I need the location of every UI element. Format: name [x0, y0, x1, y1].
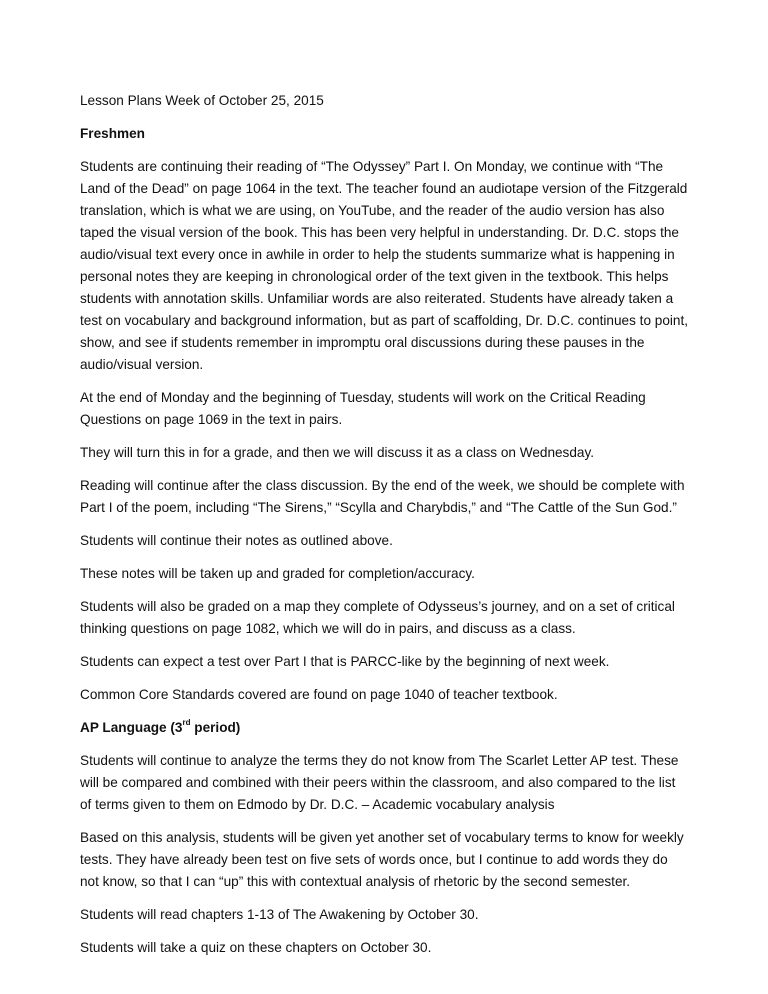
paragraph: Students will continue their notes as outlined above.	[80, 533, 393, 548]
paragraph: Students will also be graded on a map they complete of Odysseus’s journey, and on a set of critical thinking questions on page 1082, which we will do in pairs, and discuss as a class.	[80, 599, 675, 636]
paragraph: Students will take a quiz on these chapters on October 30.	[80, 940, 432, 955]
paragraph: These notes will be taken up and graded for completion/accuracy.	[80, 566, 475, 581]
paragraph: Students are continuing their reading of “The Odyssey” Part I. On Monday, we continue with “The Land of the Dead” on page 1064 in the text. The teacher found an audiotape version of the Fitzgerald translation, which is what we are using, on YouTube, and the reader of the audio version has also taped the visual version of the book. This has been very helpful in understanding. Dr. D.C. stops the audio/visual text every once in awhile in order to help the students summarize what is happening in personal notes they are keeping in chronological order of the text given in the textbook. This helps students with annotation skills. Unfamiliar words are also reiterated. Students have already taken a test on vocabulary and background information, but as part of scaffolding, Dr. D.C. continues to point, show, and see if students remember in impromptu oral discussions during these pauses in the audio/visual version.	[80, 159, 689, 372]
section-heading-ap-language	[80, 717, 690, 739]
heading-text: period)	[190, 720, 241, 735]
paragraph: Common Core Standards covered are found on page 1040 of teacher textbook.	[80, 687, 558, 702]
heading-superscript: rd	[182, 718, 191, 728]
paragraph: Students can expect a test over Part I that is PARCC-like by the beginning of next week.	[80, 654, 610, 669]
paragraph: Students will continue to analyze the terms they do not know from The Scarlet Letter AP test. These will be compared and combined with their peers within the classroom, and also compared to the list of terms given to them on Edmodo by Dr. D.C. – Academic vocabulary analysis	[80, 753, 679, 812]
paragraph: At the end of Monday and the beginning of Tuesday, students will work on the Critical Reading Questions on page 1069 in the text in pairs.	[80, 390, 646, 427]
document-body	[80, 90, 690, 970]
heading-text: AP Language (3	[80, 720, 183, 735]
paragraph: Students will read chapters 1-13 of The Awakening by October 30.	[80, 907, 479, 922]
paragraph: Based on this analysis, students will be given yet another set of vocabulary terms to know for weekly tests. They have already been test on five sets of words once, but I continue to add words they do not know, so that I can “up” this with contextual analysis of rhetoric by the second semester.	[80, 830, 684, 889]
paragraph: Reading will continue after the class discussion. By the end of the week, we should be complete with Part I of the poem, including “The Sirens,” “Scylla and Charybdis,” and “The Cattle of the Sun God.”	[80, 478, 685, 515]
paragraph: They will turn this in for a grade, and then we will discuss it as a class on Wednesday.	[80, 445, 595, 460]
section-heading-freshmen: Freshmen	[80, 126, 145, 141]
document-title: Lesson Plans Week of October 25, 2015	[80, 93, 324, 108]
